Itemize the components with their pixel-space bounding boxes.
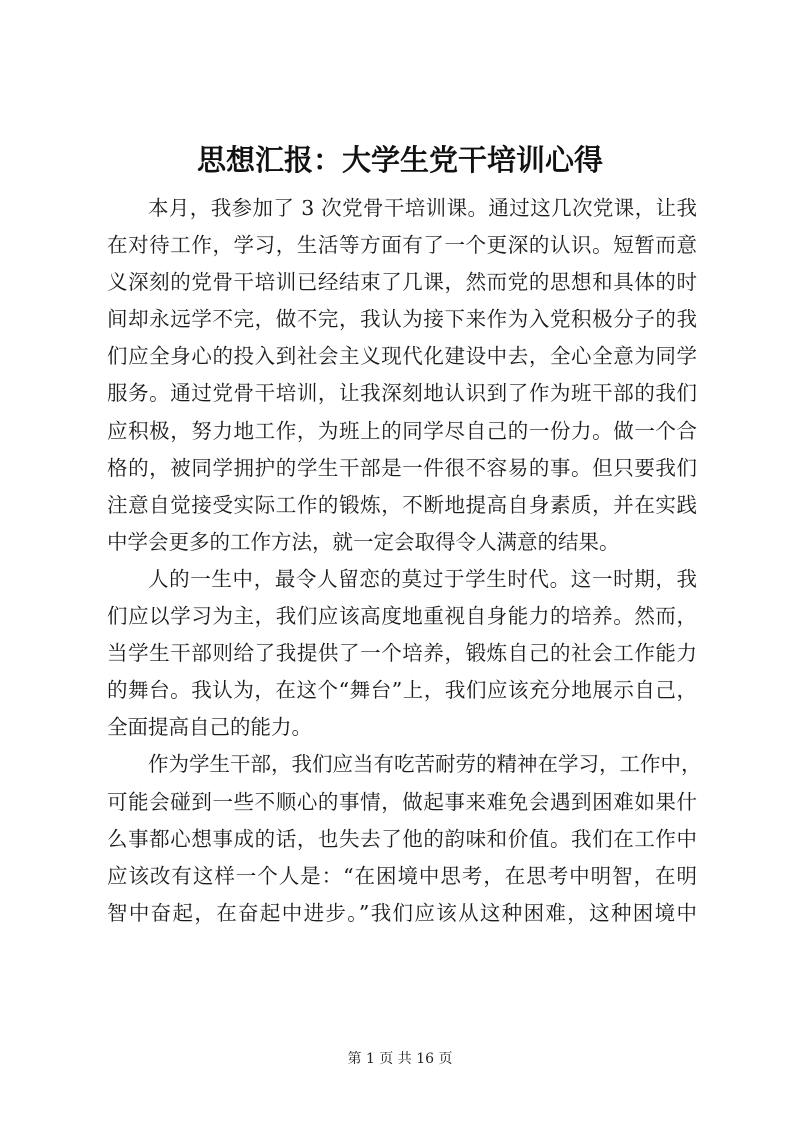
paragraph-line: 智中奋起，在奋起中进步。”我们应该从这种困难，这种困境中 bbox=[107, 900, 697, 925]
paragraph-line: 可能会碰到一些不顺心的事情，做起事来难免会遇到困难如果什 bbox=[107, 789, 697, 814]
document-title: 思想汇报：大学生党干培训心得 bbox=[196, 143, 603, 177]
paragraph-line: 全面提高自己的能力。 bbox=[107, 715, 312, 740]
paragraph-line: 们应以学习为主，我们应该高度地重视自身能力的培养。然而， bbox=[107, 604, 697, 629]
paragraph-line: 本月，我参加了 3 次党骨干培训课。通过这几次党课，让我 bbox=[148, 196, 697, 220]
paragraph-2 bbox=[107, 561, 697, 746]
document-body bbox=[107, 190, 702, 932]
paragraph-line: 间却永远学不完，做不完，我认为接下来作为入党积极分子的我 bbox=[107, 307, 697, 332]
paragraph-line: 格的，被同学拥护的学生干部是一件很不容易的事。但只要我们 bbox=[107, 455, 697, 480]
paragraph-line: 义深刻的党骨干培训已经结束了几课，然而党的思想和具体的时 bbox=[107, 270, 697, 295]
paragraph-3 bbox=[107, 746, 702, 931]
paragraph-line: 注意自觉接受实际工作的锻炼，不断地提高自身素质，并在实践 bbox=[107, 492, 697, 517]
paragraph-line: 应积极，努力地工作，为班上的同学尽自己的一份力。做一个合 bbox=[107, 418, 697, 443]
paragraph-line: 在对待工作，学习，生活等方面有了一个更深的认识。短暂而意 bbox=[107, 233, 697, 258]
page-number-footer: 第 1 页 共 16 页 bbox=[347, 1051, 453, 1067]
paragraph-line: 的舞台。我认为，在这个“舞台”上，我们应该充分地展示自己， bbox=[107, 678, 697, 703]
paragraph-line: 中学会更多的工作方法，就一定会取得令人满意的结果。 bbox=[107, 529, 620, 554]
paragraph-line: 们应全身心的投入到社会主义现代化建设中去，全心全意为同学 bbox=[107, 344, 697, 369]
paragraph-line: 么事都心想事成的话，也失去了他的韵味和价值。我们在工作中 bbox=[107, 826, 697, 851]
paragraph-line: 当学生干部则给了我提供了一个培养，锻炼自己的社会工作能力 bbox=[107, 641, 697, 666]
paragraph-line: 人的一生中，最令人留恋的莫过于学生时代。这一时期，我 bbox=[148, 566, 697, 591]
paragraph-line: 作为学生干部，我们应当有吃苦耐劳的精神在学习，工作中， bbox=[148, 752, 702, 777]
paragraph-line: 应该改有这样一个人是：“在困境中思考，在思考中明智，在明 bbox=[107, 863, 697, 888]
paragraph-line: 服务。通过党骨干培训，让我深刻地认识到了作为班干部的我们 bbox=[107, 381, 697, 406]
paragraph-1 bbox=[107, 190, 697, 561]
